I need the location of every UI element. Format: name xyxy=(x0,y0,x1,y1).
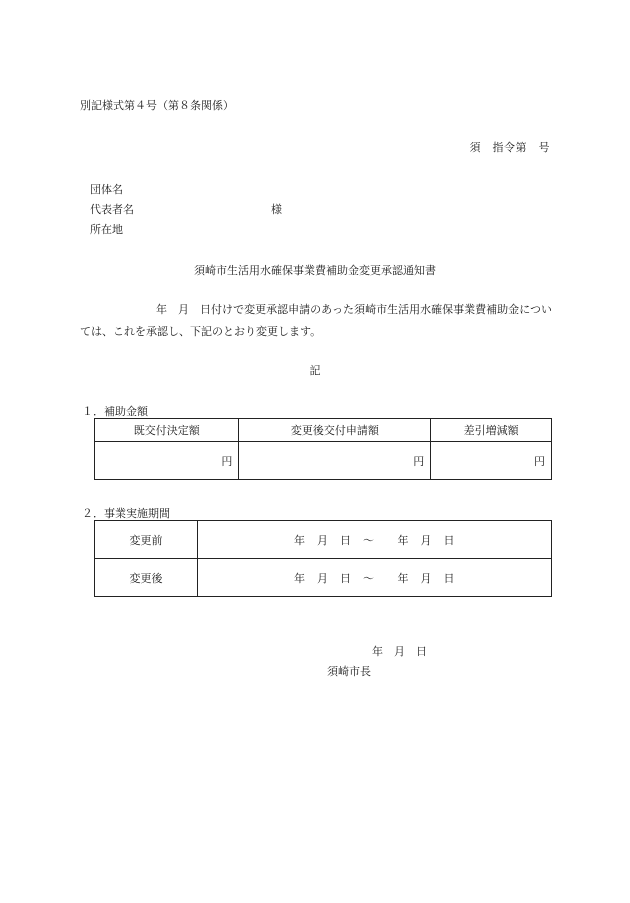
date-range: 年 月 日 ～ 年 月 日 xyxy=(198,521,552,559)
header-cell: 変更後交付申請額 xyxy=(239,419,431,442)
row-label: 変更前 xyxy=(95,521,198,559)
address-label: 所在地 xyxy=(90,223,123,236)
header-cell: 差引増減額 xyxy=(431,419,552,442)
document-number: 須 指令第 号 xyxy=(469,141,550,154)
body-text: 年 月 日付けで変更承認申請のあった須崎市生活用水確保事業費補助金については、これを承認し、下記のとおり変更します。 xyxy=(80,303,552,338)
representative-label: 代表者名 xyxy=(90,203,134,216)
row-label: 変更後 xyxy=(95,559,198,597)
header-cell: 既交付決定額 xyxy=(95,419,239,442)
grant-amount-table xyxy=(94,418,552,480)
period-section-heading: ２．事業実施期間 xyxy=(82,507,170,520)
organization-label: 団体名 xyxy=(90,183,123,196)
honorific: 様 xyxy=(271,203,282,216)
amount-cell: 円 xyxy=(95,442,239,480)
amount-cell: 円 xyxy=(239,442,431,480)
table-header-row xyxy=(95,419,552,442)
form-label: 別記様式第４号（第８条関係） xyxy=(80,99,234,112)
table-row xyxy=(95,521,552,559)
grant-section-heading: １．補助金額 xyxy=(82,405,148,418)
issuer-name: 須崎市長 xyxy=(327,665,371,678)
document-title: 須崎市生活用水確保事業費補助金変更承認通知書 xyxy=(194,264,436,277)
table-row xyxy=(95,559,552,597)
date-range: 年 月 日 ～ 年 月 日 xyxy=(198,559,552,597)
ki-heading: 記 xyxy=(309,364,321,377)
issue-date: 年 月 日 xyxy=(372,645,427,658)
amount-cell: 円 xyxy=(431,442,552,480)
project-period-table xyxy=(94,520,552,597)
table-row xyxy=(95,442,552,480)
